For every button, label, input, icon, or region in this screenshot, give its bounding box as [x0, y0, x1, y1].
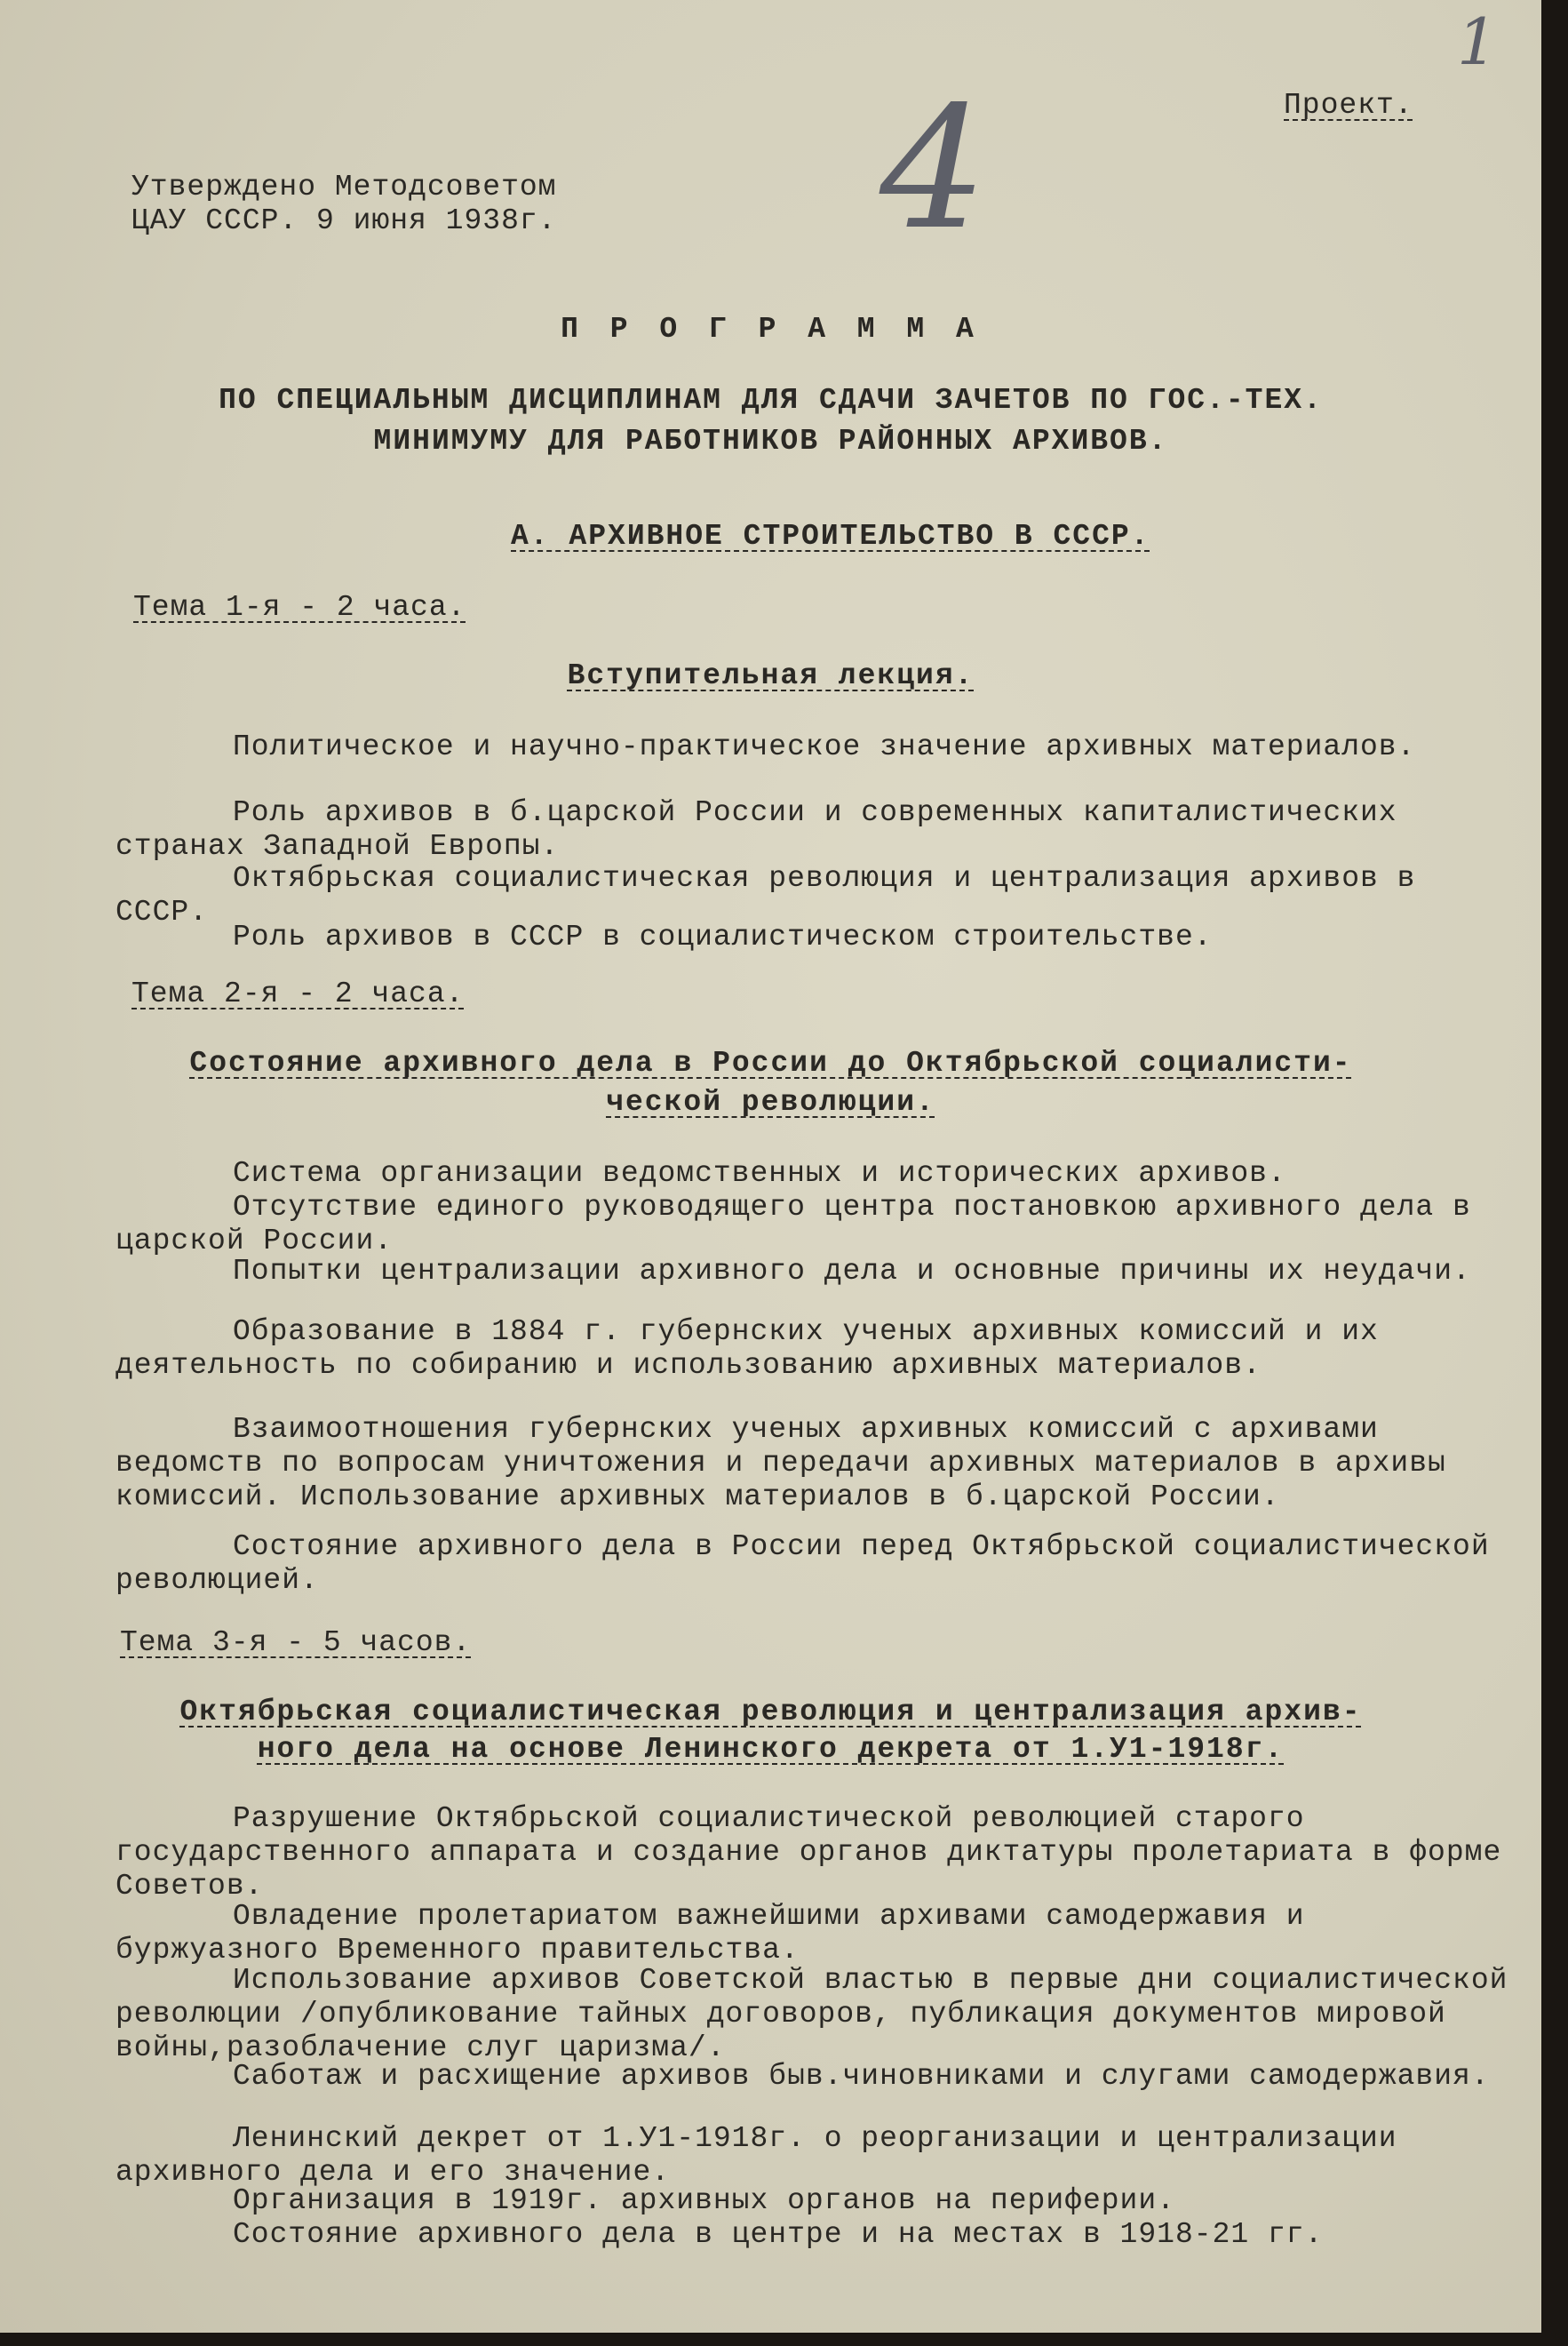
topic-2-label: Тема 2-я - 2 часа.: [131, 978, 465, 1010]
topic-2-paragraph: Взаимоотношения губернских ученых архивных комиссий с архивами ведомств по вопросам уничтожения и передачи архивных материалов в архивы комиссий. Использование архивных материалов в б.царской России.: [115, 1413, 1446, 1513]
approval-line-2: ЦАУ СССР. 9 июня 1938г.: [131, 204, 557, 237]
topic-3-paragraph: Состояние архивного дела в центре и на местах в 1918-21 гг.: [233, 2218, 1324, 2251]
handwritten-mark: 4: [880, 70, 988, 267]
topic-3-label: Тема 3-я - 5 часов.: [120, 1626, 472, 1659]
program-subtitle-line-2: МИНИМУМУ ДЛЯ РАБОТНИКОВ РАЙОННЫХ АРХИВОВ.: [373, 425, 1168, 458]
draft-label: Проект.: [1284, 89, 1413, 122]
program-subtitle-line-1: ПО СПЕЦИАЛЬНЫМ ДИСЦИПЛИНАМ ДЛЯ СДАЧИ ЗАЧЕТОВ ПО ГОС.-ТЕХ.: [219, 384, 1323, 417]
topic-3-heading-line-2: ного дела на основе Ленинского декрета от 1.У1-1918г.: [257, 1733, 1285, 1766]
topic-2-paragraph: Образование в 1884 г. губернских ученых архивных комиссий и их деятельность по собиранию и использованию архивных материалов.: [115, 1315, 1379, 1382]
page-number-handwritten: 1: [1457, 4, 1499, 79]
topic-1-paragraph: Политическое и научно-практическое значение архивных материалов.: [233, 730, 1416, 763]
topic-3-paragraph: Разрушение Октябрьской социалистической революцией старого государственного аппарата и создание органов диктатуры пролетариата в форме Советов.: [115, 1802, 1502, 1903]
topic-3-heading-line-1: Октябрьская социалистическая революция и централизация архив-: [179, 1696, 1362, 1728]
topic-2-heading-line-2: ческой революции.: [606, 1086, 935, 1119]
topic-3-paragraph: Овладение пролетариатом важнейшими архивами самодержавия и буржуазного Временного правительства.: [115, 1900, 1305, 1967]
program-title: П Р О Г Р А М М А: [561, 313, 981, 346]
topic-2-paragraph: Система организации ведомственных и исторических архивов.: [233, 1157, 1286, 1190]
topic-1-paragraph: Октябрьская социалистическая революция и централизация архивов в СССР.: [115, 862, 1416, 929]
topic-3-paragraph: Организация в 1919г. архивных органов на периферии.: [233, 2184, 1175, 2217]
topic-3-paragraph: Саботаж и расхищение архивов быв.чиновниками и слугами самодержавия.: [233, 2060, 1490, 2093]
topic-1-heading: Вступительная лекция.: [567, 659, 975, 692]
topic-1-paragraph: Роль архивов в СССР в социалистическом строительстве.: [233, 921, 1213, 954]
topic-2-paragraph: Отсутствие единого руководящего центра постановкою архивного дела в царской России.: [115, 1191, 1471, 1257]
topic-1-paragraph: Роль архивов в б.царской России и современных капиталистических странах Западной Европы.: [115, 796, 1397, 863]
topic-2-heading-line-1: Состояние архивного дела в России до Октябрьской социалисти-: [189, 1047, 1352, 1080]
topic-2-paragraph: Попытки централизации архивного дела и основные причины их неудачи.: [233, 1255, 1471, 1288]
topic-3-paragraph: Ленинский декрет от 1.У1-1918г. о реорганизации и централизации архивного дела и его значение.: [115, 2122, 1397, 2189]
topic-2-paragraph: Состояние архивного дела в России перед Октябрьской социалистической революцией.: [115, 1530, 1490, 1597]
approval-line-1: Утверждено Методсоветом: [131, 171, 557, 203]
section-title: А. АРХИВНОЕ СТРОИТЕЛЬСТВО В СССР.: [511, 520, 1150, 553]
topic-1-label: Тема 1-я - 2 часа.: [133, 591, 466, 624]
topic-3-paragraph: Использование архивов Советской властью в первые дни социалистической революции /опубликование тайных договоров, публикация документов мировой войны,разоблачение слуг царизма/.: [115, 1964, 1508, 2064]
